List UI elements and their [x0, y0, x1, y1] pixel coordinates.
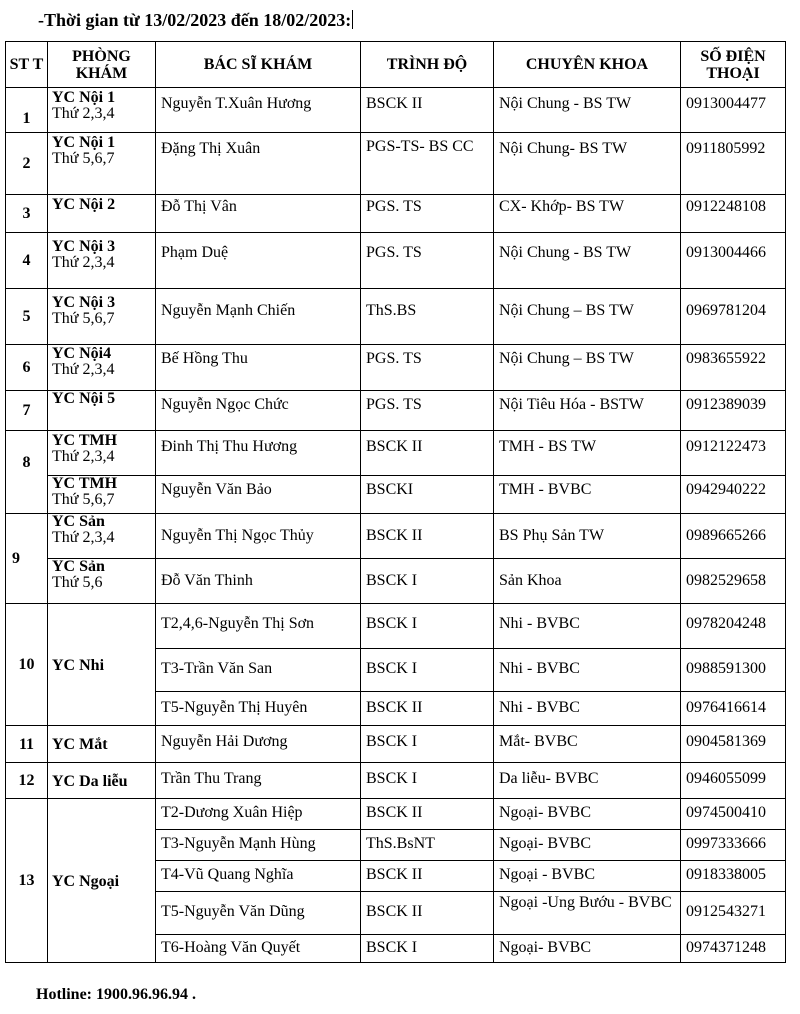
doctor-name: T4-Vũ Quang Nghĩa [156, 861, 361, 892]
doctor-level: BSCK II [361, 431, 494, 476]
header-phone: SỐ ĐIỆN THOẠI [681, 42, 786, 88]
doctor-level: PGS-TS- BS CC [361, 133, 494, 195]
row-number: 7 [6, 391, 48, 431]
doctor-name: Nguyễn Văn Bảo [156, 476, 361, 514]
specialty: Ngoại - BVBC [494, 861, 681, 892]
room-name: YC Nội 1 [52, 89, 116, 106]
phone-number: 0974371248 [681, 935, 786, 963]
specialty: Nhi - BVBC [494, 604, 681, 649]
phone-number: 0911805992 [681, 133, 786, 195]
schedule-period-heading [38, 10, 353, 31]
doctor-name: T2-Dương Xuân Hiệp [156, 799, 361, 830]
phone-number: 0912122473 [681, 431, 786, 476]
specialty: Nội Chung – BS TW [494, 345, 681, 391]
row-number: 12 [6, 763, 48, 799]
row-number: 6 [6, 345, 48, 391]
room-name: YC TMH [52, 432, 118, 449]
room-cell [48, 88, 156, 133]
phone-number: 0912248108 [681, 195, 786, 233]
doctor-name: Đinh Thị Thu Hương [156, 431, 361, 476]
row-number: 10 [6, 604, 48, 726]
doctor-level: BSCK II [361, 88, 494, 133]
doctor-schedule-table [5, 41, 786, 963]
specialty: Ngoại- BVBC [494, 935, 681, 963]
specialty: Ngoại- BVBC [494, 799, 681, 830]
header-doctor: BÁC SĨ KHÁM [156, 42, 361, 88]
room-name: YC Da liễu [48, 763, 156, 799]
row-number: 1 [6, 88, 48, 133]
specialty: TMH - BS TW [494, 431, 681, 476]
table-row [6, 604, 786, 649]
specialty: Nội Tiêu Hóa - BSTW [494, 391, 681, 431]
specialty: Nội Chung- BS TW [494, 133, 681, 195]
row-number: 5 [6, 289, 48, 345]
phone-number: 0942940222 [681, 476, 786, 514]
row-number: 3 [6, 195, 48, 233]
doctor-level: BSCK II [361, 692, 494, 726]
row-number: 9 [6, 514, 48, 604]
specialty: Sản Khoa [494, 559, 681, 604]
table-row [6, 763, 786, 799]
room-name: YC Sản [52, 558, 105, 575]
room-cell [48, 476, 156, 514]
doctor-level: BSCK II [361, 861, 494, 892]
room-cell [48, 345, 156, 391]
doctor-name: T3-Nguyễn Mạnh Hùng [156, 830, 361, 861]
doctor-level: ThS.BS [361, 289, 494, 345]
room-name: YC Nội 1 [52, 134, 116, 151]
phone-number: 0913004477 [681, 88, 786, 133]
header-level: TRÌNH ĐỘ [361, 42, 494, 88]
room-name: YC Nội 2 [52, 196, 116, 213]
phone-number: 0988591300 [681, 649, 786, 692]
header-stt: ST T [6, 42, 48, 88]
doctor-name: Nguyễn Hải Dương [156, 726, 361, 763]
doctor-name: T5-Nguyễn Thị Huyên [156, 692, 361, 726]
doctor-name: T2,4,6-Nguyễn Thị Sơn [156, 604, 361, 649]
doctor-level: BSCK II [361, 892, 494, 935]
specialty: CX- Khớp- BS TW [494, 195, 681, 233]
doctor-level: BSCK I [361, 649, 494, 692]
doctor-name: T5-Nguyễn Văn Dũng [156, 892, 361, 935]
specialty: Nhi - BVBC [494, 649, 681, 692]
phone-number: 0918338005 [681, 861, 786, 892]
phone-number: 0912543271 [681, 892, 786, 935]
text-cursor [352, 10, 353, 29]
doctor-name: Trần Thu Trang [156, 763, 361, 799]
table-row [6, 559, 786, 604]
room-cell [48, 514, 156, 559]
table-row [6, 476, 786, 514]
doctor-name: Nguyễn T.Xuân Hương [156, 88, 361, 133]
room-cell [48, 431, 156, 476]
table-row [6, 195, 786, 233]
room-cell [48, 195, 156, 233]
room-cell [48, 233, 156, 289]
doctor-level: BSCK I [361, 935, 494, 963]
room-days: Thứ 5,6,7 [52, 491, 115, 508]
specialty: BS Phụ Sản TW [494, 514, 681, 559]
table-row [6, 431, 786, 476]
doctor-name: T6-Hoàng Văn Quyết [156, 935, 361, 963]
room-cell [48, 133, 156, 195]
doctor-level: PGS. TS [361, 345, 494, 391]
table-row [6, 799, 786, 830]
table-row [6, 726, 786, 763]
room-cell [48, 391, 156, 431]
room-days: Thứ 2,3,4 [52, 448, 115, 465]
phone-number: 0989665266 [681, 514, 786, 559]
row-number: 11 [6, 726, 48, 763]
doctor-name: Bế Hồng Thu [156, 345, 361, 391]
doctor-level: BSCK I [361, 726, 494, 763]
phone-number: 0978204248 [681, 604, 786, 649]
doctor-name: Đỗ Thị Vân [156, 195, 361, 233]
room-name: YC Nội 3 [52, 238, 116, 255]
phone-number: 0974500410 [681, 799, 786, 830]
doctor-level: ThS.BsNT [361, 830, 494, 861]
table-header-row [6, 42, 786, 88]
room-name: YC Sản [52, 513, 105, 530]
doctor-name: Phạm Duệ [156, 233, 361, 289]
room-days: Thứ 2,3,4 [52, 254, 115, 271]
doctor-level: PGS. TS [361, 391, 494, 431]
phone-number: 0969781204 [681, 289, 786, 345]
specialty: Da liễu- BVBC [494, 763, 681, 799]
phone-number: 0912389039 [681, 391, 786, 431]
doctor-name: Nguyễn Ngọc Chức [156, 391, 361, 431]
room-name: YC Nội4 [52, 345, 112, 362]
specialty: Mắt- BVBC [494, 726, 681, 763]
table-row [6, 233, 786, 289]
room-cell [48, 559, 156, 604]
doctor-name: Đặng Thị Xuân [156, 133, 361, 195]
doctor-level: PGS. TS [361, 233, 494, 289]
specialty: Nội Chung - BS TW [494, 88, 681, 133]
room-name: YC TMH [52, 475, 118, 492]
table-row [6, 391, 786, 431]
doctor-level: BSCK I [361, 559, 494, 604]
doctor-name: T3-Trần Văn San [156, 649, 361, 692]
row-number: 2 [6, 133, 48, 195]
phone-number: 0982529658 [681, 559, 786, 604]
room-days: Thứ 5,6,7 [52, 310, 115, 327]
room-name: YC Ngoại [48, 799, 156, 963]
header-room: PHÒNG KHÁM [48, 42, 156, 88]
room-days: Thứ 2,3,4 [52, 361, 115, 378]
phone-number: 0983655922 [681, 345, 786, 391]
row-number: 8 [6, 431, 48, 514]
doctor-level: BSCK II [361, 514, 494, 559]
table-row [6, 133, 786, 195]
room-name: YC Nhi [48, 604, 156, 726]
room-days: Thứ 2,3,4 [52, 529, 115, 546]
hotline: Hotline: 1900.96.96.94 . [36, 986, 196, 1003]
room-name: YC Nội 3 [52, 294, 116, 311]
room-days: Thứ 2,3,4 [52, 105, 115, 122]
doctor-level: BSCKI [361, 476, 494, 514]
room-name: YC Nội 5 [52, 390, 116, 407]
specialty: Nhi - BVBC [494, 692, 681, 726]
doctor-name: Nguyễn Thị Ngọc Thủy [156, 514, 361, 559]
table-row [6, 88, 786, 133]
doctor-name: Đỗ Văn Thinh [156, 559, 361, 604]
table-row [6, 514, 786, 559]
specialty: Ngoại- BVBC [494, 830, 681, 861]
room-cell [48, 289, 156, 345]
row-number: 4 [6, 233, 48, 289]
phone-number: 0913004466 [681, 233, 786, 289]
specialty: Nội Chung – BS TW [494, 289, 681, 345]
specialty: Ngoại -Ung Bướu - BVBC [494, 892, 681, 935]
doctor-level: PGS. TS [361, 195, 494, 233]
specialty: TMH - BVBC [494, 476, 681, 514]
table-row [6, 289, 786, 345]
doctor-name: Nguyễn Mạnh Chiến [156, 289, 361, 345]
doctor-level: BSCK II [361, 799, 494, 830]
specialty: Nội Chung - BS TW [494, 233, 681, 289]
row-number: 13 [6, 799, 48, 963]
table-row [6, 345, 786, 391]
phone-number: 0976416614 [681, 692, 786, 726]
doctor-level: BSCK I [361, 763, 494, 799]
heading-text: -Thời gian từ 13/02/2023 đến 18/02/2023: [38, 10, 352, 30]
phone-number: 0997333666 [681, 830, 786, 861]
room-days: Thứ 5,6,7 [52, 150, 115, 167]
phone-number: 0946055099 [681, 763, 786, 799]
doctor-level: BSCK I [361, 604, 494, 649]
header-specialty: CHUYÊN KHOA [494, 42, 681, 88]
room-days: Thứ 5,6 [52, 574, 103, 591]
room-name: YC Mắt [48, 726, 156, 763]
phone-number: 0904581369 [681, 726, 786, 763]
